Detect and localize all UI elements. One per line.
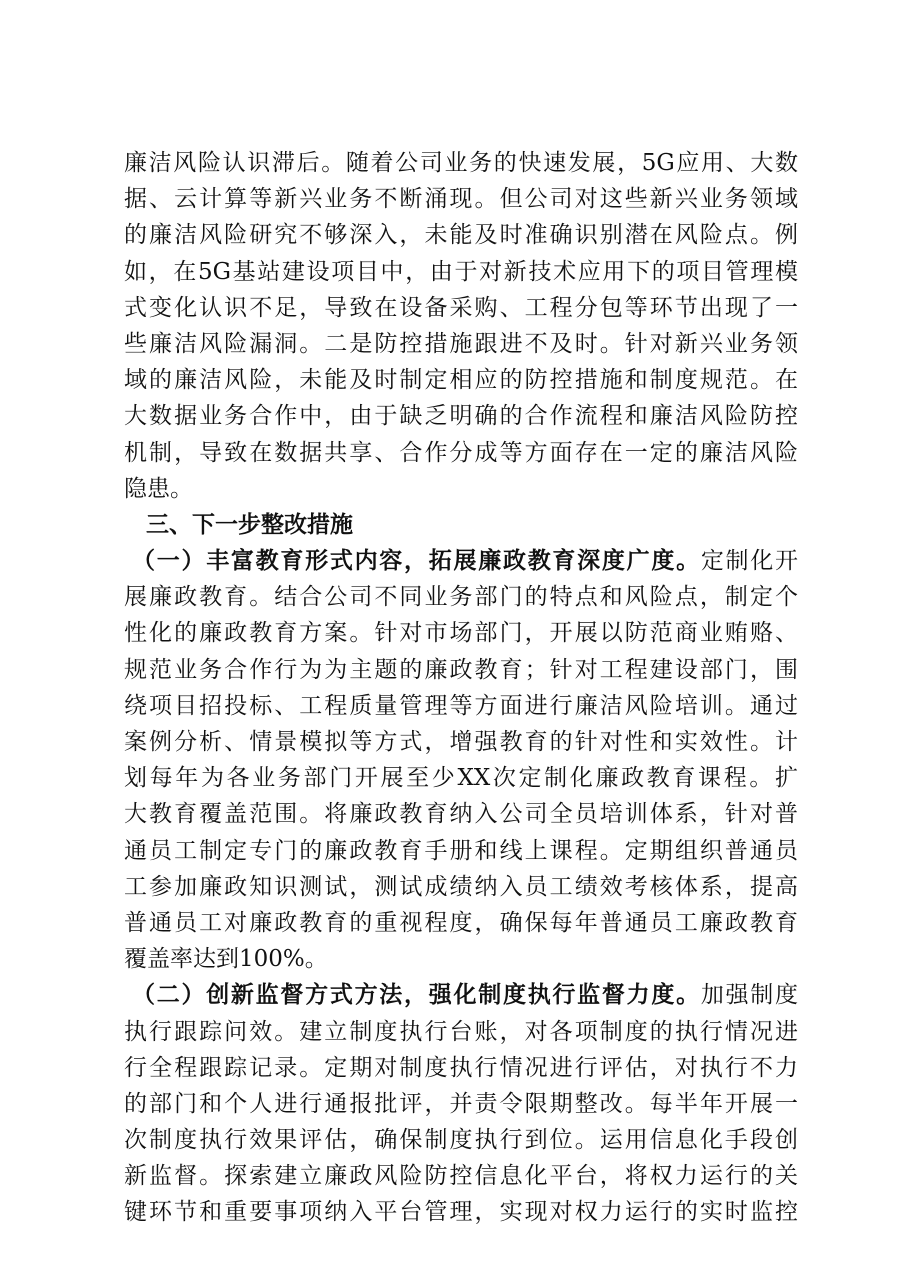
text-line: 式变化认识不足，导致在设备采购、工程分包等环节出现了一 [124,294,798,321]
text-line: 如，在5G基站建设项目中，由于对新技术应用下的项目管理模 [124,258,798,285]
text-line: 的部门和个人进行通报批评，并责令限期整改。每半年开展一 [124,1090,798,1117]
measure-first-line [124,977,798,1013]
text-line: 隐患。 [124,475,193,502]
text-line: 执行跟踪问效。建立制度执行台账，对各项制度的执行情况进 [124,1018,798,1045]
text-line: 规范业务合作行为为主题的廉政教育；针对工程建设部门，围 [124,656,798,683]
text-line: 工参加廉政知识测试，测试成绩纳入员工绩效考核体系，提高 [124,873,798,900]
text-line: 行全程跟踪记录。定期对制度执行情况进行评估，对执行不力 [124,1054,798,1081]
text-line: 普通员工对廉政教育的重视程度，确保每年普通员工廉政教育 [124,909,798,936]
paragraph-measure-supervision [124,977,798,1230]
paragraph-measure-education [124,543,798,977]
text-line: 机制，导致在数据共享、合作分成等方面存在一定的廉洁风险 [124,439,798,466]
section-heading: 三、下一步整改措施 [146,511,353,538]
document-body [124,145,798,1231]
measure-first-line [124,543,798,579]
text-line: 划每年为各业务部门开展至少XX次定制化廉政教育课程。扩 [124,765,798,792]
text-line: 次制度执行效果评估，确保制度执行到位。运用信息化手段创 [124,1127,798,1154]
measure-text: 定制化开 [700,548,799,575]
measure-title: （一）丰富教育形式内容，拓展廉政教育深度广度。 [132,547,701,575]
measure-text: 加强制度 [700,982,799,1009]
measure-title: （二）创新监督方式方法，强化制度执行监督力度。 [132,981,701,1009]
text-line: 性化的廉政教育方案。针对市场部门，开展以防范商业贿赂、 [124,620,798,647]
text-line: 键环节和重要事项纳入平台管理，实现对权力运行的实时监控 [124,1199,798,1226]
text-line: 域的廉洁风险，未能及时制定相应的防控措施和制度规范。在 [124,367,798,394]
text-line: 新监督。探索建立廉政风险防控信息化平台，将权力运行的关 [124,1163,798,1190]
text-line: 大数据业务合作中，由于缺乏明确的合作流程和廉洁风险防控 [124,403,798,430]
text-line: 覆盖率达到100%。 [124,946,328,973]
text-line: 据、云计算等新兴业务不断涌现。但公司对这些新兴业务领域 [124,186,798,213]
text-line: 大教育覆盖范围。将廉政教育纳入公司全员培训体系，针对普 [124,801,798,828]
paragraph-risk-awareness [124,145,798,507]
text-line: 廉洁风险认识滞后。随着公司业务的快速发展，5G应用、大数 [124,150,798,176]
text-line: 的廉洁风险研究不够深入，未能及时准确识别潜在风险点。例 [124,222,798,249]
text-line: 通员工制定专门的廉政教育手册和线上课程。定期组织普通员 [124,837,798,864]
text-line: 绕项目招投标、工程质量管理等方面进行廉洁风险培训。通过 [124,692,798,719]
text-line: 案例分析、情景模拟等方式，增强教育的针对性和实效性。计 [124,729,798,755]
text-line: 些廉洁风险漏洞。二是防控措施跟进不及时。针对新兴业务领 [124,330,798,357]
text-line: 展廉政教育。结合公司不同业务部门的特点和风险点，制定个 [124,584,798,611]
